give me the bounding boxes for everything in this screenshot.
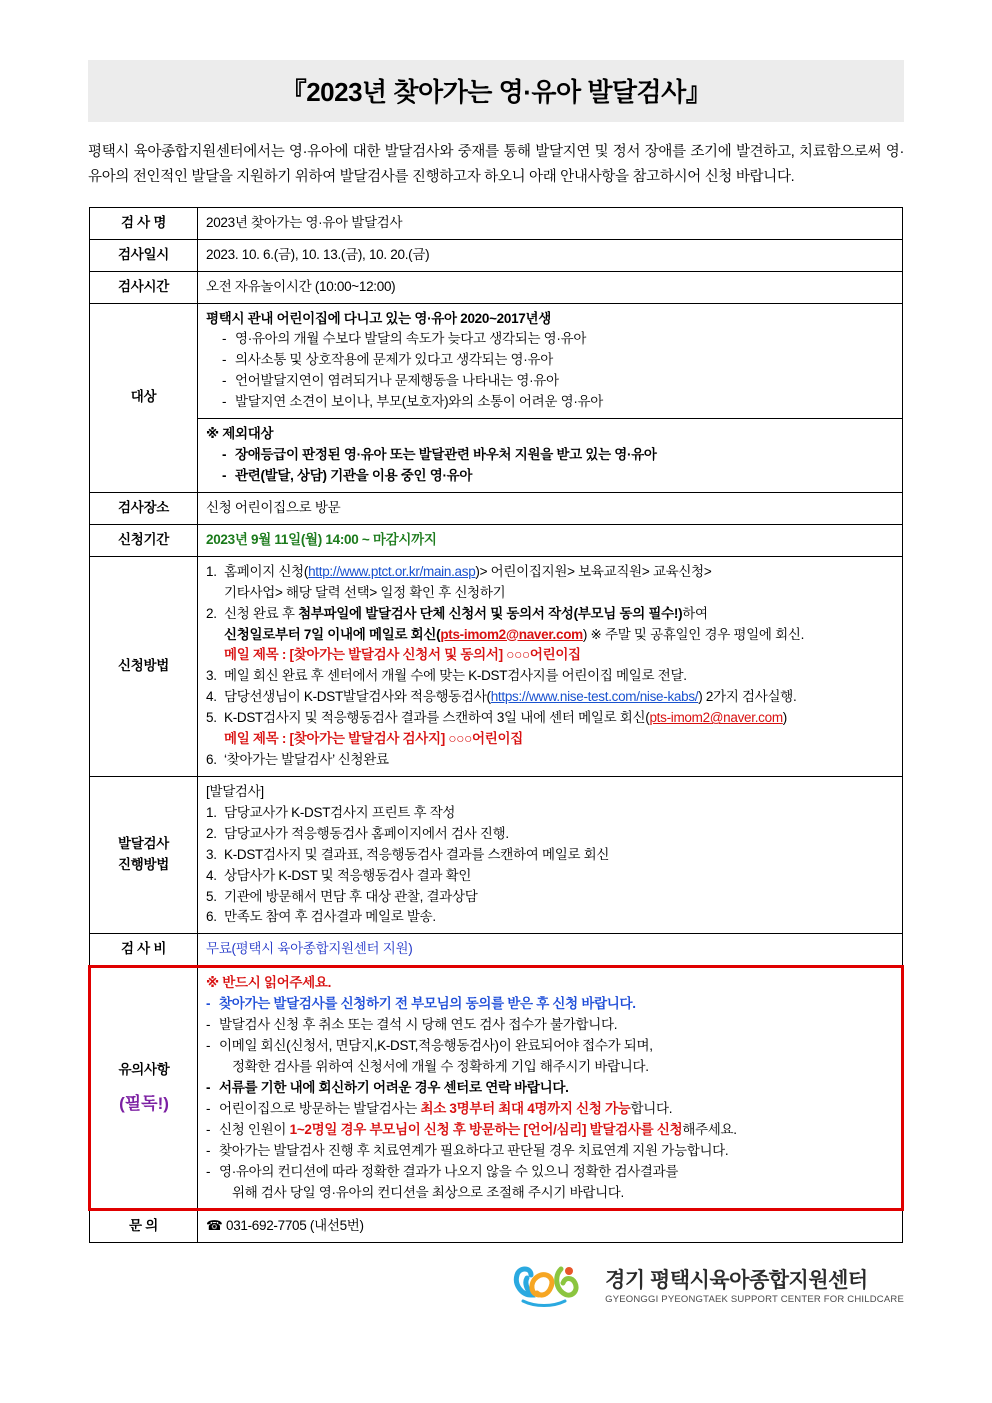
list-item: - 찾아가는 발달검사를 신청하기 전 부모님의 동의를 받은 후 신청 바랍니다. bbox=[206, 994, 893, 1015]
intro-paragraph: 평택시 육아종합지원센터에서는 영·유아에 대한 발달검사와 중재를 통해 발달지연 및 정서 장애를 조기에 발견하고, 치료함으로써 영·유아의 전인적인 발달을 지원하기 위하여 발달검사를 진행하고자 하오니 아래 안내사항을 참고하시어 신청 바랍니다. bbox=[88, 144, 904, 186]
table-row bbox=[90, 271, 903, 303]
row-label-place: 검사장소 bbox=[90, 492, 198, 524]
list-item: 3. K-DST검사지 및 결과표, 적응행동검사 결과를 스캔하여 메일로 회신 bbox=[206, 845, 894, 866]
table-row bbox=[90, 207, 903, 239]
row-label-contact: 문 의 bbox=[90, 1210, 198, 1243]
row-value-exam-name: 2023년 찾아가는 영·유아 발달검사 bbox=[198, 207, 903, 239]
dash-marker: - bbox=[222, 394, 227, 410]
homepage-link[interactable]: http://www.ptct.or.kr/main.asp bbox=[308, 563, 476, 579]
row-value-procedure bbox=[198, 776, 903, 933]
list-item: - 관련(발달, 상담) 기관을 이용 중인 영·유아 bbox=[206, 466, 894, 487]
list-number: 4. bbox=[206, 867, 217, 883]
table-row bbox=[90, 556, 903, 776]
list-item: 4. 담당선생님이 K-DST발달검사와 적응행동검사(https://www.nise-test.com/nise-kabs/) 2가지 검사실행. bbox=[206, 687, 894, 708]
footer-logo bbox=[88, 1261, 904, 1313]
mail-subject-1: 메일 제목 : [찾아가는 발달검사 신청서 및 동의서] ○○○어린이집 bbox=[224, 647, 581, 663]
list-item: - 의사소통 및 상호작용에 문제가 있다고 생각되는 영·유아 bbox=[206, 350, 894, 371]
info-table bbox=[88, 207, 904, 1244]
table-row bbox=[90, 524, 903, 556]
fee-free: 무료 bbox=[206, 941, 232, 957]
list-item: - 이메일 회신(신청서, 면담지,K-DST,적응행동검사)이 완료되어야 접수가 되며, bbox=[206, 1036, 893, 1057]
list-item-cont: 정확한 검사를 위하여 신청서에 개월 수 정확하게 기입 해주시기 바랍니다. bbox=[232, 1059, 649, 1075]
center-logo-icon bbox=[509, 1261, 595, 1313]
list-number: 5. bbox=[206, 888, 217, 904]
table-row bbox=[90, 419, 903, 493]
list-item: 5. K-DST검사지 및 적응행동검사 결과를 스캔하여 3일 내에 센터 메일로 회신(pts-imom2@naver.com) 메일 제목 : [찾아가는 발달검사 검사지] ○○○어린이집 bbox=[206, 708, 894, 750]
dash-marker: - bbox=[206, 1121, 211, 1137]
dash-marker: - bbox=[222, 331, 227, 347]
list-number: 6. bbox=[206, 752, 217, 768]
row-label-exam-date: 검사일시 bbox=[90, 239, 198, 271]
phone-icon: ☎ bbox=[206, 1218, 223, 1234]
list-item: 4. 상담사가 K-DST 및 적응행동검사 결과 확인 bbox=[206, 866, 894, 887]
list-number: 4. bbox=[206, 689, 217, 705]
list-item: 6. 만족도 참여 후 검사결과 메일로 발송. bbox=[206, 907, 894, 928]
procedure-head: [발달검사] bbox=[206, 783, 264, 799]
dash-marker: - bbox=[222, 352, 227, 368]
row-value-target bbox=[198, 303, 903, 419]
exclude-head: ※ 제외대상 bbox=[206, 426, 274, 442]
row-value-contact bbox=[198, 1210, 903, 1243]
list-item: 5. 기관에 방문해서 면담 후 대상 관찰, 결과상담 bbox=[206, 887, 894, 908]
row-value-exam-date: 2023. 10. 6.(금), 10. 13.(금), 10. 20.(금) bbox=[198, 239, 903, 271]
target-head: 평택시 관내 어린이집에 다니고 있는 영·유아 2020~2017년생 bbox=[206, 310, 551, 326]
row-value-fee bbox=[198, 934, 903, 967]
table-row bbox=[90, 934, 903, 967]
notice-highlight-alt: 1~2명일 경우 부모님이 신청 후 방문하는 [언어/심리] 발달검사를 신청 bbox=[289, 1121, 683, 1137]
list-item: - 어린이집으로 방문하는 발달검사는 최소 3명부터 최대 4명까지 신청 가능합니다. bbox=[206, 1099, 893, 1120]
table-row bbox=[90, 1210, 903, 1243]
list-item: - 신청 인원이 1~2명일 경우 부모님이 신청 후 방문하는 [언어/심리] 발달검사를 신청해주세요. bbox=[206, 1120, 893, 1141]
table-row bbox=[90, 303, 903, 419]
fee-note: (평택시 육아종합지원센터 지원) bbox=[231, 941, 413, 957]
list-item: - 서류를 기한 내에 회신하기 어려운 경우 센터로 연락 바랍니다. bbox=[206, 1078, 893, 1099]
list-item: 6. ‘찾아가는 발달검사’ 신청완료 bbox=[206, 750, 894, 771]
row-label-fee: 검 사 비 bbox=[90, 934, 198, 967]
dash-marker: - bbox=[206, 1017, 211, 1033]
page-title-bar bbox=[88, 60, 904, 122]
list-number: 1. bbox=[206, 563, 217, 579]
table-row bbox=[90, 239, 903, 271]
row-value-notice bbox=[198, 967, 903, 1210]
list-item: 1. 담당교사가 K-DST검사지 프린트 후 작성 bbox=[206, 803, 894, 824]
page-title: 『2023년 찾아가는 영·유아 발달검사』 bbox=[280, 77, 712, 107]
footer-center-name: 경기 평택시육아종합지원센터 bbox=[605, 1269, 868, 1293]
row-label-apply: 신청방법 bbox=[90, 556, 198, 776]
table-row-notice bbox=[90, 967, 903, 1210]
list-item: 1. 홈페이지 신청(http://www.ptct.or.kr/main.asp)> 어린이집지원> 보육교직원> 교육신청> 기타사업> 해당 달력 선택> 일정 확인 후 신청하기 bbox=[206, 562, 894, 604]
dash-marker: - bbox=[206, 1038, 211, 1054]
dash-marker: - bbox=[206, 996, 211, 1012]
email-link[interactable]: pts-imom2@naver.com bbox=[440, 626, 583, 642]
dash-marker: - bbox=[222, 373, 227, 389]
row-value-target-exclude bbox=[198, 419, 903, 493]
row-label-target: 대상 bbox=[90, 303, 198, 492]
dash-marker: - bbox=[222, 447, 227, 463]
list-number: 1. bbox=[206, 804, 217, 820]
list-item: 2. 담당교사가 적응행동검사 홈페이지에서 검사 진행. bbox=[206, 824, 894, 845]
dash-marker: - bbox=[222, 467, 227, 483]
row-label-exam-time: 검사시간 bbox=[90, 271, 198, 303]
row-value-apply bbox=[198, 556, 903, 776]
list-item: - 찾아가는 발달검사 진행 후 치료연계가 필요하다고 판단될 경우 치료연계 지원 가능합니다. bbox=[206, 1141, 893, 1162]
list-item-cont: 위해 검사 당일 영·유아의 컨디션을 최상으로 조절해 주시기 바랍니다. bbox=[232, 1184, 624, 1200]
row-value-period: 2023년 9월 11일(월) 14:00 ~ 마감시까지 bbox=[198, 524, 903, 556]
list-number: 3. bbox=[206, 846, 217, 862]
list-item: 2. 신청 완료 후 첨부파일에 발달검사 단체 신청서 및 동의서 작성(부모님 동의 필수!)하여 신청일로부터 7일 이내에 메일로 회신(pts-imom2@naver.com) ※ 주말 및 공휴일인 경우 평일에 회신. 메일 제목 : [찾아가는 발달검사 신청서 및 동의서] ○○○어린이집 bbox=[206, 604, 894, 667]
list-item: - 언어발달지연이 염려되거나 문제행동을 나타내는 영·유아 bbox=[206, 371, 894, 392]
dash-marker: - bbox=[206, 1163, 211, 1179]
mail-subject-2: 메일 제목 : [찾아가는 발달검사 검사지] ○○○어린이집 bbox=[224, 731, 523, 747]
list-number: 5. bbox=[206, 710, 217, 726]
dash-marker: - bbox=[206, 1079, 211, 1095]
dash-marker: - bbox=[206, 1100, 211, 1116]
contact-phone: 031-692-7705 (내선5번) bbox=[225, 1218, 364, 1234]
row-label-procedure: 발달검사 진행방법 bbox=[90, 776, 198, 933]
notice-highlight-capacity: 최소 3명부터 최대 4명까지 신청 가능 bbox=[420, 1100, 631, 1116]
list-item: - 발달검사 신청 후 취소 또는 결석 시 당해 연도 검사 접수가 불가합니다. bbox=[206, 1015, 893, 1036]
notice-head: ※ 반드시 읽어주세요. bbox=[206, 975, 332, 991]
list-item: 3. 메일 회신 완료 후 센터에서 개월 수에 맞는 K-DST검사지를 어린이집 메일로 전달. bbox=[206, 666, 894, 687]
list-number: 3. bbox=[206, 668, 217, 684]
table-row bbox=[90, 776, 903, 933]
footer-text bbox=[605, 1269, 904, 1306]
list-item: - 영·유아의 개월 수보다 발달의 속도가 늦다고 생각되는 영·유아 bbox=[206, 329, 894, 350]
row-value-exam-time: 오전 자유놀이시간 (10:00~12:00) bbox=[198, 271, 903, 303]
list-number: 6. bbox=[206, 909, 217, 925]
dash-marker: - bbox=[206, 1142, 211, 1158]
list-number: 2. bbox=[206, 605, 217, 621]
list-number: 2. bbox=[206, 825, 217, 841]
list-item: - 영·유아의 컨디션에 따라 정확한 결과가 나오지 않을 수 있으니 정확한 검사결과를 bbox=[206, 1162, 893, 1183]
list-item: - 발달지연 소견이 보이나, 부모(보호자)와의 소통이 어려운 영·유아 bbox=[206, 392, 894, 413]
row-label-notice: 유의사항 (필독!) bbox=[90, 967, 198, 1210]
notice-must-read-badge: (필독!) bbox=[119, 1093, 169, 1113]
footer-center-name-en: GYEONGGI PYEONGTAEK SUPPORT CENTER FOR CHILDCARE bbox=[605, 1294, 904, 1306]
email-link[interactable]: pts-imom2@naver.com bbox=[649, 710, 783, 726]
nise-link[interactable]: https://www.nise-test.com/nise-kabs/ bbox=[490, 689, 699, 705]
table-row bbox=[90, 492, 903, 524]
list-item: - 장애등급이 판정된 영·유아 또는 발달관련 바우처 지원을 받고 있는 영·유아 bbox=[206, 445, 894, 466]
row-label-period: 신청기간 bbox=[90, 524, 198, 556]
row-label-exam-name: 검 사 명 bbox=[90, 207, 198, 239]
row-value-place: 신청 어린이집으로 방문 bbox=[198, 492, 903, 524]
